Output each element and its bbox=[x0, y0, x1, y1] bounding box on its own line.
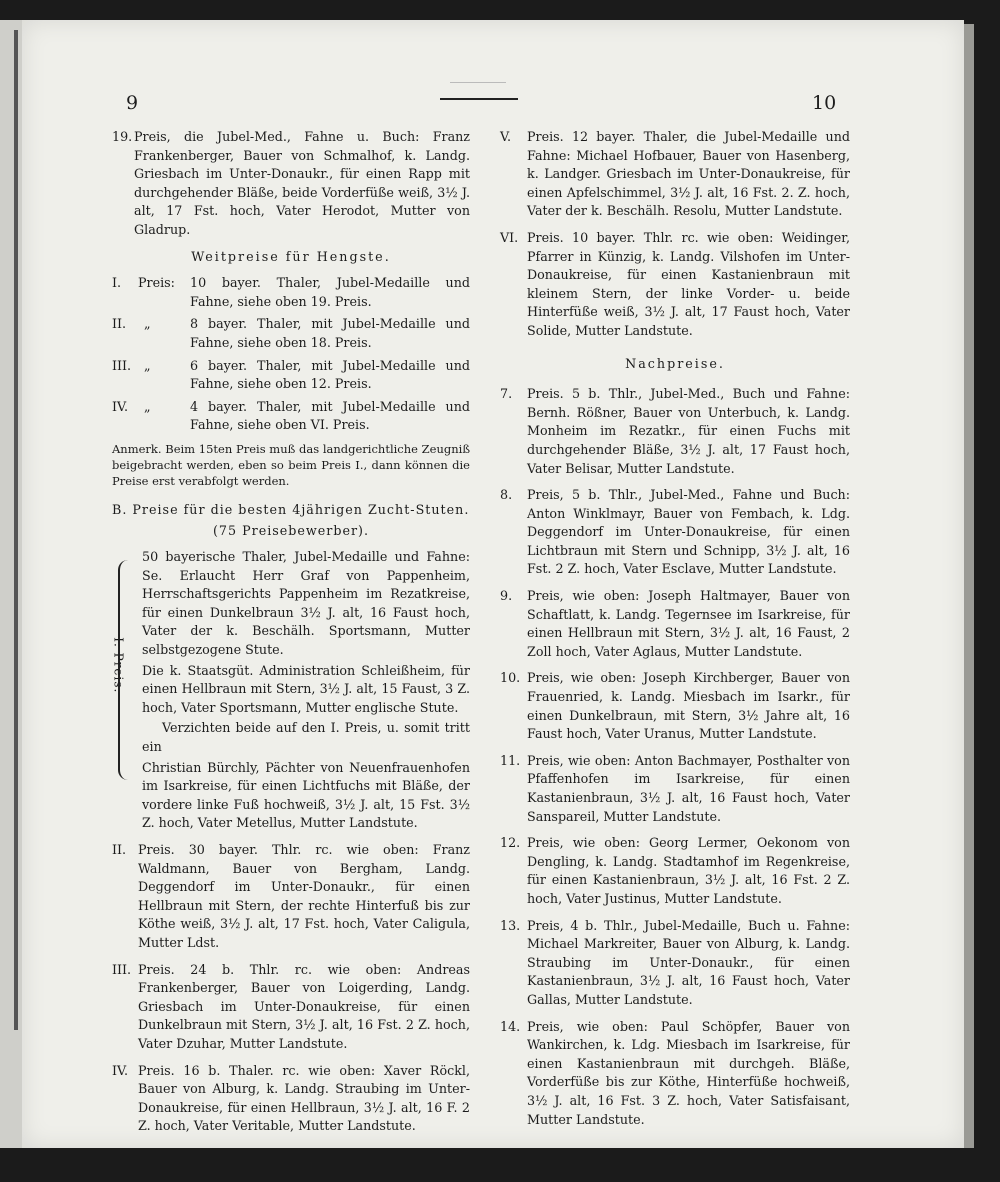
entry-text: Preis, 4 b. Thlr., Jubel-Medaille, Buch u. Fahne: Michael Markreiter, Bauer von Alburg, k. Landg. Straubing im Unter-Donaukr., für einen Kastanienbraun, 3½ J. alt, 16 Faust hoch, Vater Gallas, Mutter Landstute. bbox=[527, 917, 850, 1007]
weitpreis-mark: Preis: bbox=[138, 275, 175, 291]
entry-number: 8. bbox=[500, 487, 513, 503]
page-number-right: 10 bbox=[812, 92, 837, 114]
weitpreis-text: 8 bayer. Thaler, mit Jubel-Medaille und Fahne, siehe oben 18. Preis. bbox=[190, 316, 470, 350]
page-edge bbox=[964, 24, 974, 1148]
prize-entry bbox=[500, 669, 850, 743]
weitpreis-roman: II. bbox=[112, 316, 127, 332]
entry-number: V. bbox=[500, 129, 511, 144]
prize-entry bbox=[112, 1062, 470, 1136]
entry-text: Preis, wie oben: Georg Lermer, Oekonom von Dengling, k. Landg. Stadtamhof im Regenkreise, für einen Kastanienbraun, 3½ J. alt, 16 Fst. 2 Z. hoch, Vater Justinus, Mutter Landstute. bbox=[527, 835, 850, 906]
entry-text: Preis, wie oben: Joseph Kirchberger, Bauer von Frauenried, k. Landg. Miesbach im Isarkr., für einen Dunkelbraun, mit Stern, 3½ Jahre alt, 16 Faust hoch, Vater Uranus, Mutter Landstute. bbox=[527, 670, 850, 742]
entry-number: 11. bbox=[500, 752, 521, 768]
entry-text: Preis. 24 b. Thlr. rc. wie oben: Andreas Frankenberger, Bauer von Loigerding, Landg. Griesbach im Unter-Donaukreise, für einen Dunkelbraun mit Stern, 3½ J. alt, 16 Fst. 2 Z. hoch, Vater Dzuhar, Mutter Landstute. bbox=[138, 961, 470, 1051]
bracket-paragraph: 50 bayerische Thaler, Jubel-Medaille und Fahne: Se. Erlaucht Herr Graf von Pappenheim, Herrschaftsgerichts Pappenheim im Rezatkreise, für einen Dunkelbraun 3½ J. alt, 16 Faust hoch, Vater der k. Beschälh. Sportsmann, Mutter selbstgezogene Stute. bbox=[142, 549, 470, 658]
bewerber-count: (75 Preisebewerber). bbox=[212, 522, 370, 538]
weitpreis-item bbox=[112, 357, 470, 394]
entry-number: 7. bbox=[500, 386, 513, 402]
weitpreis-text: 6 bayer. Thaler, mit Jubel-Medaille und Fahne, siehe oben 12. Preis. bbox=[190, 357, 470, 392]
weitpreise-heading: Weitpreise für Hengste. bbox=[191, 248, 391, 264]
left-column bbox=[112, 128, 470, 1144]
entry-text: Preis. 12 bayer. Thaler, die Jubel-Medaille und Fahne: Michael Hofbauer, Bauer von Hasenberg, k. Landger. Griesbach im Unter-Donaukreise, für einen Apfelschimmel, 3½ J. alt, 16 Fst. 2. Z. hoch, Vater der k. Beschälh. Resolu, Mutter Landstute. bbox=[527, 129, 850, 219]
weitpreis-roman: IV. bbox=[112, 398, 128, 414]
anmerkung-note: Anmerk. Beim 15ten Preis muß das landgerichtliche Zeugniß beigebracht werden, eben so beim Preis I., dann können die Preise erst verabfolgt werden. bbox=[112, 441, 470, 488]
prize-entry bbox=[500, 385, 850, 478]
entry-text: Preis, die Jubel-Med., Fahne u. Buch: Franz Frankenberger, Bauer von Schmalhof, k. Landg. Griesbach im Unter-Donaukr., für einen Rapp mit durchgehender Bläße, beide Vorderfüße weiß, 3½ J. alt, 17 Fst. hoch, Vater Herodot, Mutter von Gladrup. bbox=[134, 129, 470, 237]
header-rule bbox=[440, 98, 518, 100]
prize-entry bbox=[500, 752, 850, 826]
weitpreis-mark: „ bbox=[144, 316, 151, 332]
entry-number: IV. bbox=[112, 1062, 128, 1078]
entry-number: 12. bbox=[500, 835, 521, 851]
prize-entry bbox=[112, 961, 470, 1054]
entry-number: VI. bbox=[500, 229, 519, 245]
entry-text: Preis. 5 b. Thlr., Jubel-Med., Buch und Fahne: Bernh. Rößner, Bauer von Unterbuch, k. Landg. Monheim im Rezatkr., für einen Fuchs mit durchgehender Bläße, 3½ J. alt, 17 Faust hoch, Vater Belisar, Mutter Landstute. bbox=[527, 386, 850, 476]
nachpreise-heading: Nachpreise. bbox=[625, 355, 725, 371]
entry-text: Preis. 10 bayer. Thlr. rc. wie oben: Weidinger, Pfarrer in Künzig, k. Landg. Vilshofen im Unter-Donaukreise, für einen Kastanienbraun mit kleinem Stern, der linke Vorder- u. beide Hinterfüße weiß, 3½ J. alt, 17 Faust hoch, Vater Solide, Mutter Landstute. bbox=[527, 229, 850, 338]
entry-text: Preis, wie oben: Anton Bachmayer, Posthalter von Pfaffenhofen im Isarkreise, für einen Kastanienbraun, 3½ J. alt, 16 Faust hoch, Vater Sanspareil, Mutter Landstute. bbox=[527, 752, 850, 824]
bracket-paragraph: Christian Bürchly, Pächter von Neuenfrauenhofen im Isarkreise, für einen Lichtfuchs mit Bläße, der vordere linke Fuß hochweiß, 3½ J. alt, 15 Fst. 3½ Z. hoch, Vater Metellus, Mutter Landstute. bbox=[142, 759, 470, 831]
weitpreis-item bbox=[112, 274, 470, 311]
bracket-paragraph: Verzichten beide auf den I. Preis, u. somit tritt ein bbox=[142, 720, 470, 755]
entry-text: Preis. 16 b. Thaler. rc. wie oben: Xaver Röckl, Bauer von Alburg, k. Landg. Straubing im Unter-Donaukreise, für einen Hellbraun, 3½ J. alt, 16 F. 2 Z. hoch, Vater Veritable, Mutter Landstute. bbox=[138, 1062, 470, 1134]
prize-entry bbox=[500, 229, 850, 341]
entry-text: Preis, wie oben: Paul Schöpfer, Bauer von Wankirchen, k. Ldg. Miesbach im Isarkreise, für einen Kastanienbraun mit durchgeh. Bläße, Vorderfüße bis zur Köthe, Hinterfüße hochweiß, 3½ J. alt, 16 Fst. 3 Z. hoch, Vater Satisfaisant, Mutter Landstute. bbox=[527, 1018, 850, 1127]
prize-entry bbox=[112, 841, 470, 953]
prize-entry bbox=[500, 486, 850, 579]
bracket-paragraph: Die k. Staatsgüt. Administration Schleißheim, für einen Hellbraun mit Stern, 3½ J. alt, 15 Faust, 3 Z. hoch, Vater Sportsmann, Mutter englische Stute. bbox=[142, 662, 470, 715]
first-prize-label: I. Preis. bbox=[111, 637, 126, 694]
entry-number: 9. bbox=[500, 588, 513, 604]
entry-number: III. bbox=[112, 961, 132, 977]
left-page-margin bbox=[0, 20, 22, 1148]
page-number-left: 9 bbox=[126, 92, 139, 114]
book-binding bbox=[14, 30, 18, 1030]
section-b-heading: B. Preise für die besten 4jährigen Zucht-Stuten. bbox=[112, 501, 470, 517]
entry-number: II. bbox=[112, 842, 127, 857]
prize-entry bbox=[500, 834, 850, 908]
prize-entry bbox=[500, 587, 850, 661]
weitpreis-item bbox=[112, 398, 470, 435]
weitpreis-mark: „ bbox=[144, 357, 151, 373]
weitpreis-item bbox=[112, 315, 470, 352]
entry-text: Preis, wie oben: Joseph Haltmayer, Bauer von Schaftlatt, k. Landg. Tegernsee im Isarkreise, für einen Hellbraun mit Stern, 3½ J. alt, 16 Faust, 2 Zoll hoch, Vater Aglaus, Mutter Landstute. bbox=[527, 588, 850, 659]
weitpreis-text: 10 bayer. Thaler, Jubel-Medaille und Fahne, siehe oben 19. Preis. bbox=[190, 275, 470, 309]
entry-number: 19. bbox=[112, 129, 133, 144]
prize-entry bbox=[500, 917, 850, 1010]
entry-number: 13. bbox=[500, 917, 521, 933]
right-column bbox=[500, 128, 850, 1137]
entry-number: 14. bbox=[500, 1018, 521, 1034]
entry-number: 10. bbox=[500, 670, 521, 686]
weitpreis-mark: „ bbox=[144, 398, 151, 414]
prize-entry bbox=[500, 128, 850, 221]
weitpreis-text: 4 bayer. Thaler, mit Jubel-Medaille und Fahne, siehe oben VI. Preis. bbox=[190, 398, 470, 433]
entry-text: Preis. 30 bayer. Thlr. rc. wie oben: Franz Waldmann, Bauer von Bergham, Landg. Deggendorf im Unter-Donaukr., für einen Hellbraun mit Stern, der rechte Hinterfuß bis zur Köthe weiß, 3½ J. alt, 17 Fst. hoch, Vater Caligula, Mutter Ldst. bbox=[138, 842, 470, 950]
weitpreis-roman: I. bbox=[112, 275, 122, 291]
header-rule-faint bbox=[450, 82, 506, 83]
entry-text: Preis, 5 b. Thlr., Jubel-Med., Fahne und Buch: Anton Winklmayr, Bauer von Fembach, k. Ldg. Deggendorf im Unter-Donaukreise, für einen Lichtbraun mit Stern und Schnipp, 3½ J. alt, 16 Fst. 2 Z. hoch, Vater Esclave, Mutter Landstute. bbox=[527, 487, 850, 577]
prize-entry-19 bbox=[112, 128, 470, 240]
weitpreis-roman: III. bbox=[112, 357, 132, 373]
prize-entry bbox=[500, 1018, 850, 1130]
first-prize-block bbox=[112, 548, 470, 833]
